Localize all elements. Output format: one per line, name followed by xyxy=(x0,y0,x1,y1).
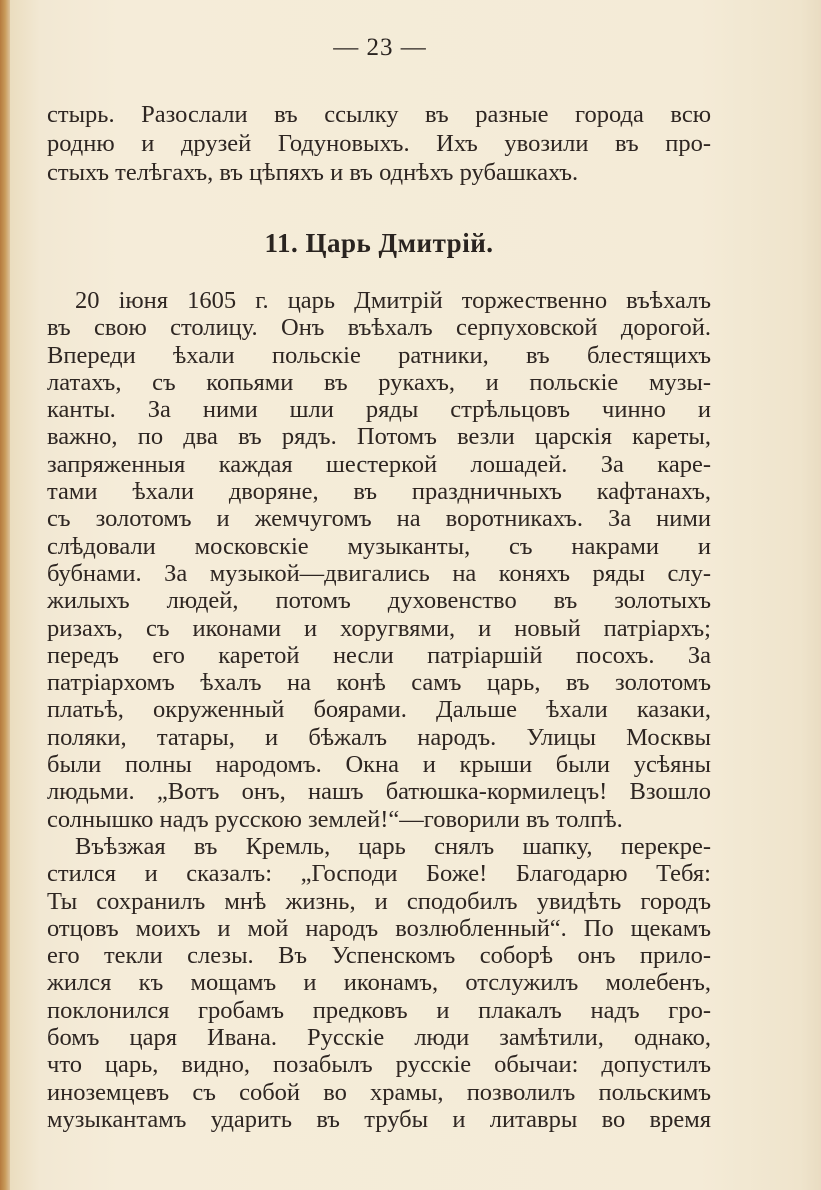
text-line: Ты сохранилъ мнѣ жизнь, и сподобилъ увидѣть городъ xyxy=(47,887,711,915)
text-line: иноземцевъ съ собой во храмы, позволилъ польскимъ xyxy=(47,1078,711,1106)
section-heading: 11. Царь Дмитрій. xyxy=(264,228,494,258)
text-line: поклонился гробамъ предковъ и плакалъ надъ гро- xyxy=(47,996,711,1024)
text-line: важно, по два въ рядъ. Потомъ везли царскія кареты, xyxy=(47,423,711,451)
text-line: ризахъ, съ иконами и хоругвями, и новый патріархъ; xyxy=(47,614,711,642)
text-line: жилыхъ людей, потомъ духовенство въ золотыхъ xyxy=(47,587,711,615)
text-line: жился къ мощамъ и иконамъ, отслужилъ молебенъ, xyxy=(47,969,711,997)
text-line: тами ѣхали дворяне, въ праздничныхъ кафтанахъ, xyxy=(47,478,711,506)
text-line: платьѣ, окруженный боярами. Дальше ѣхали казаки, xyxy=(47,696,711,724)
text-line: музыкантамъ ударить въ трубы и литавры во время xyxy=(47,1105,711,1133)
text-line: отцовъ моихъ и мой народъ возлюбленный“. По щекамъ xyxy=(47,914,711,942)
text-line: слѣдовали московскіе музыканты, съ накрами и xyxy=(47,532,711,560)
text-line: его текли слезы. Въ Успенскомъ соборѣ онъ прило- xyxy=(47,942,711,970)
text-line: солнышко надъ русскою землей!“—говорили въ толпѣ. xyxy=(47,805,623,833)
text-line: патріархомъ ѣхалъ на конѣ самъ царь, въ золотомъ xyxy=(47,669,711,697)
text-line: Впереди ѣхали польскіе ратники, въ блестящихъ xyxy=(47,341,711,369)
intro-paragraph xyxy=(47,100,711,187)
text-line: канты. За ними шли ряды стрѣльцовъ чинно и xyxy=(47,396,711,424)
text-line: были полны народомъ. Окна и крыши были усѣяны xyxy=(47,751,711,779)
text-line: съ золотомъ и жемчугомъ на воротникахъ. За ними xyxy=(47,505,711,533)
text-line: 20 іюня 1605 г. царь Дмитрій торжественно въѣхалъ xyxy=(75,287,711,314)
text-line: родню и друзей Годуновыхъ. Ихъ увозили въ про- xyxy=(47,130,711,157)
book-binding-edge xyxy=(0,0,10,1190)
text-line: что царь, видно, позабылъ русскіе обычаи: допустилъ xyxy=(47,1051,711,1079)
text-line: людьми. „Вотъ онъ, нашъ батюшка-кормилецъ! Взошло xyxy=(47,778,711,806)
body-text xyxy=(47,287,711,1133)
text-line: Въѣзжая въ Кремль, царь снялъ шапку, перекре- xyxy=(75,832,711,860)
text-line: запряженныя каждая шестеркой лошадей. За каре- xyxy=(47,450,711,478)
text-line: передъ его каретой несли патріаршій посохъ. За xyxy=(47,641,711,669)
text-line: бомъ царя Ивана. Русскіе люди замѣтили, однако, xyxy=(47,1024,711,1052)
page-number: — 23 — xyxy=(333,34,427,61)
text-line: бубнами. За музыкой—двигались на коняхъ ряды слу- xyxy=(47,559,711,587)
text-line: стыхъ телѣгахъ, въ цѣпяхъ и въ однѣхъ рубашкахъ. xyxy=(47,159,579,186)
text-line: стырь. Разослали въ ссылку въ разные города всю xyxy=(47,101,711,128)
text-line: въ свою столицу. Онъ въѣхалъ серпуховской дорогой. xyxy=(47,314,711,342)
text-line: стился и сказалъ: „Господи Боже! Благодарю Тебя: xyxy=(47,860,711,888)
text-line: поляки, татары, и бѣжалъ народъ. Улицы Москвы xyxy=(47,723,711,751)
text-line: латахъ, съ копьями въ рукахъ, и польскіе музы- xyxy=(47,368,711,396)
